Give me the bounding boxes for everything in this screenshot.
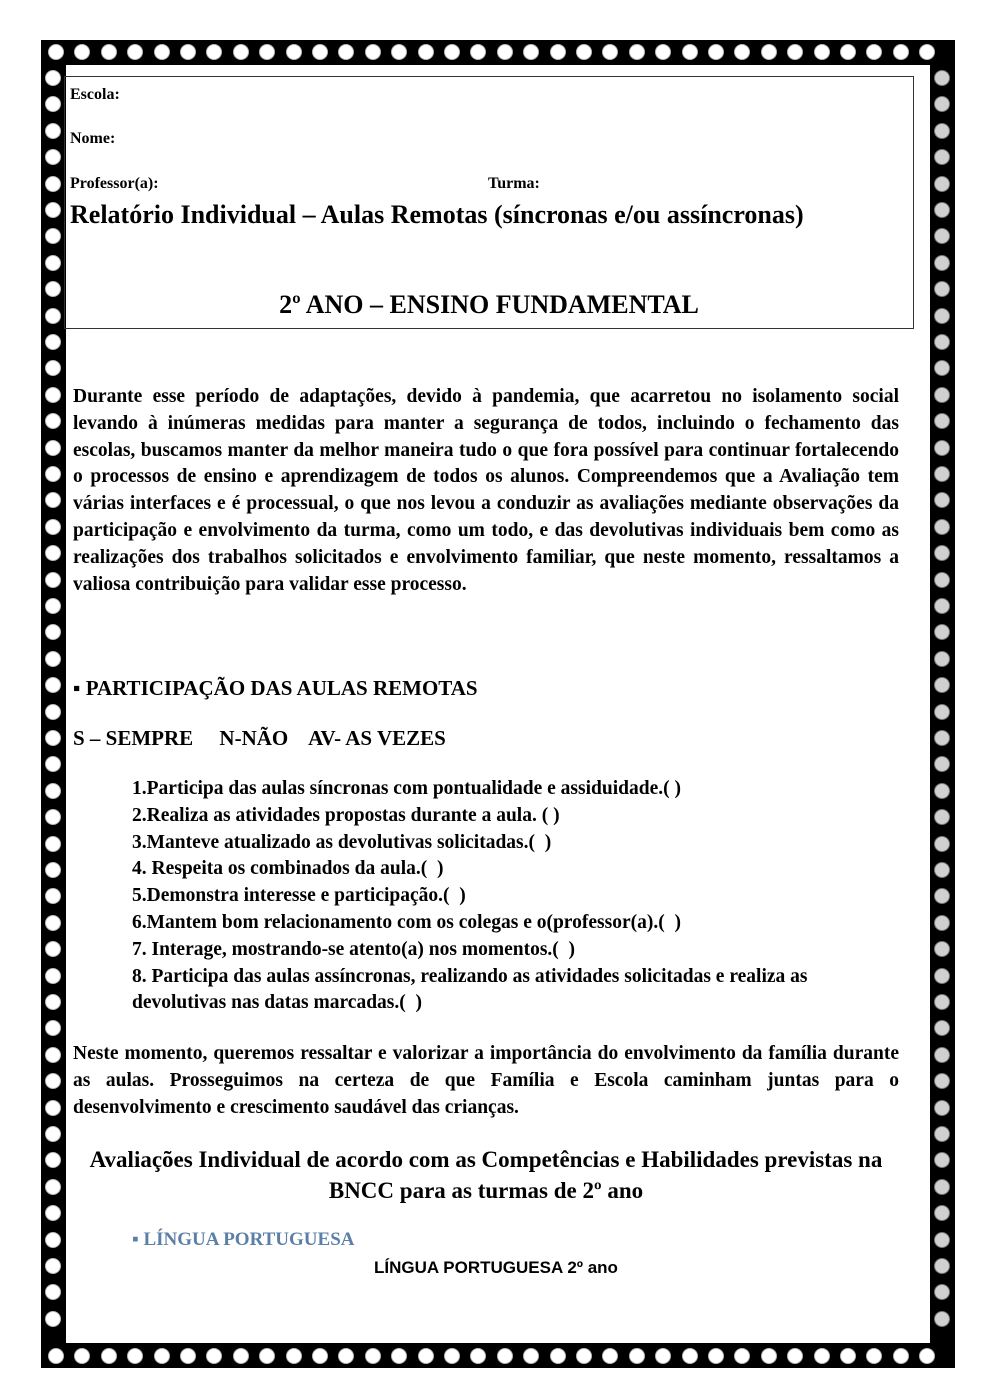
border-dot <box>45 598 61 614</box>
evaluation-title: Avaliações Individual de acordo com as Competências e Habilidades previstas na BNCC para as turmas de 2º ano <box>89 1147 883 1203</box>
border-dot <box>934 519 950 535</box>
border-dot <box>840 44 856 60</box>
border-dot <box>934 202 950 218</box>
border-dot <box>45 651 61 667</box>
border-dot <box>934 1311 950 1327</box>
border-dot <box>286 1348 302 1364</box>
border-dot <box>934 915 950 931</box>
border-dot <box>893 1348 909 1364</box>
participation-heading: ▪ PARTICIPAÇÃO DAS AULAS REMOTAS <box>73 676 478 700</box>
border-dot <box>629 1348 645 1364</box>
border-dot <box>48 44 64 60</box>
border-dot <box>444 1348 460 1364</box>
border-dot <box>934 968 950 984</box>
border-dot <box>45 572 61 588</box>
border-dot <box>708 44 724 60</box>
page-subtitle: 2º ANO – ENSINO FUNDAMENTAL <box>279 290 699 319</box>
list-item: 3.Manteve atualizado as devolutivas solicitadas.( ) <box>132 831 552 853</box>
border-dot <box>45 308 61 324</box>
border-dot <box>934 862 950 878</box>
border-dot <box>180 44 196 60</box>
border-dot <box>48 1348 64 1364</box>
border-dot <box>934 704 950 720</box>
border-dot <box>934 387 950 403</box>
border-dot <box>45 994 61 1010</box>
border-dot <box>180 1348 196 1364</box>
border-dot <box>45 1258 61 1274</box>
border-dot <box>418 1348 434 1364</box>
list-item: 1.Participa das aulas síncronas com pontualidade e assiduidade.( ) <box>132 778 681 799</box>
border-dot <box>934 598 950 614</box>
border-dot <box>893 44 909 60</box>
border-dot <box>45 202 61 218</box>
border-dot <box>682 1348 698 1364</box>
border-dot <box>45 1179 61 1195</box>
rating-legend: S – SEMPRE N-NÃO AV- AS VEZES <box>73 726 446 750</box>
border-dot <box>286 44 302 60</box>
border-dot <box>45 123 61 139</box>
border-dot <box>312 44 328 60</box>
border-dot <box>934 1232 950 1248</box>
border-dot <box>934 651 950 667</box>
intro-paragraph: Durante esse período de adaptações, devido à pandemia, que acarretou no isolamento social levando à inúmeras medidas para manter a segurança de todos, incluindo o fechamento das escolas, buscamos manter da melhor maneira tudo o que fora possível para continuar fortalecendo o processos de ensino e aprendizagem de todos os alunos. Compreendemos que a Avaliação tem várias interfaces e é processual, o que nos levou a conduzir as avaliações mediante observações da participação e envolvimento da turma, como um todo, e das devolutivas individuais bem como as realizações dos trabalhos solicitados e envolvimento familiar, que neste momento, ressaltamos a valiosa contribuição para validar esse processo. <box>73 386 899 595</box>
border-dot <box>576 1348 592 1364</box>
border-dot <box>45 176 61 192</box>
border-dot <box>45 968 61 984</box>
border-dot <box>45 836 61 852</box>
border-dot <box>934 123 950 139</box>
border-dot <box>934 1126 950 1142</box>
border-dot <box>312 1348 328 1364</box>
border-dot <box>934 1258 950 1274</box>
border-dot <box>154 1348 170 1364</box>
border-dot <box>45 862 61 878</box>
border-dot <box>444 44 460 60</box>
border-dot <box>45 1232 61 1248</box>
list-item: 8. Participa das aulas assíncronas, realizando as atividades solicitadas e realiza as devolutivas nas datas marcadas.( ) <box>132 965 813 1014</box>
portuguese-heading: ▪ LÍNGUA PORTUGUESA <box>132 1229 355 1250</box>
border-dot <box>550 1348 566 1364</box>
border-dot <box>418 44 434 60</box>
border-dot <box>45 387 61 403</box>
border-dot <box>934 994 950 1010</box>
list-item: 5.Demonstra interesse e participação.( ) <box>132 885 466 907</box>
border-dot <box>45 440 61 456</box>
portuguese-subheading: LÍNGUA PORTUGUESA 2º ano <box>374 1258 618 1277</box>
border-dot <box>45 519 61 535</box>
teacher-label: Professor(a): <box>70 175 159 192</box>
border-dot <box>365 44 381 60</box>
border-dot <box>934 1047 950 1063</box>
border-dot <box>101 1348 117 1364</box>
border-dot <box>45 915 61 931</box>
border-dot <box>761 44 777 60</box>
border-dot <box>934 176 950 192</box>
border-dot <box>497 44 513 60</box>
border-dot <box>45 1311 61 1327</box>
border-dot <box>154 44 170 60</box>
list-item: 7. Interage, mostrando-se atento(a) nos momentos.( ) <box>132 938 576 960</box>
border-dot <box>934 308 950 324</box>
border-dot <box>708 1348 724 1364</box>
border-dot <box>45 466 61 482</box>
border-dot <box>497 1348 513 1364</box>
border-dot <box>45 1100 61 1116</box>
border-dot <box>934 466 950 482</box>
border-dot <box>233 44 249 60</box>
border-dot <box>45 783 61 799</box>
border-dot <box>934 1100 950 1116</box>
border-dot <box>934 70 950 86</box>
border-dot <box>934 783 950 799</box>
page-title: Relatório Individual – Aulas Remotas (síncronas e/ou assíncronas) <box>70 200 804 229</box>
class-label: Turma: <box>488 175 540 192</box>
participation-list <box>132 776 902 1017</box>
name-label: Nome: <box>70 130 116 147</box>
border-dot <box>934 836 950 852</box>
border-dot <box>814 1348 830 1364</box>
border-dot <box>934 440 950 456</box>
border-dot <box>233 1348 249 1364</box>
border-dot <box>45 730 61 746</box>
border-dot <box>814 44 830 60</box>
border-dot <box>45 70 61 86</box>
border-dot <box>550 44 566 60</box>
border-dot <box>934 1179 950 1195</box>
border-dot <box>682 44 698 60</box>
border-dot <box>45 1126 61 1142</box>
border-dot <box>576 44 592 60</box>
border-dot <box>934 334 950 350</box>
border-dot <box>101 44 117 60</box>
border-dot <box>45 1047 61 1063</box>
border-dot <box>761 1348 777 1364</box>
border-dot <box>629 44 645 60</box>
list-item: 2.Realiza as atividades propostas durante a aula. ( ) <box>132 804 560 826</box>
border-dot <box>365 1348 381 1364</box>
border-dot <box>840 1348 856 1364</box>
list-item: 4. Respeita os combinados da aula.( ) <box>132 858 444 880</box>
list-item: 6.Mantem bom relacionamento com os colegas e o(professor(a).( ) <box>132 911 681 933</box>
border-dot <box>934 572 950 588</box>
border-dot <box>45 255 61 271</box>
closing-paragraph: Neste momento, queremos ressaltar e valorizar a importância do envolvimento da família durante as aulas. Prosseguimos na certeza de que Família e Escola caminham juntas para o desenvolvimento e crescimento saudável das crianças. <box>73 1043 899 1118</box>
school-label: Escola: <box>70 86 120 103</box>
border-dot <box>934 255 950 271</box>
border-dot <box>45 334 61 350</box>
border-dot <box>934 730 950 746</box>
border-dot <box>45 704 61 720</box>
